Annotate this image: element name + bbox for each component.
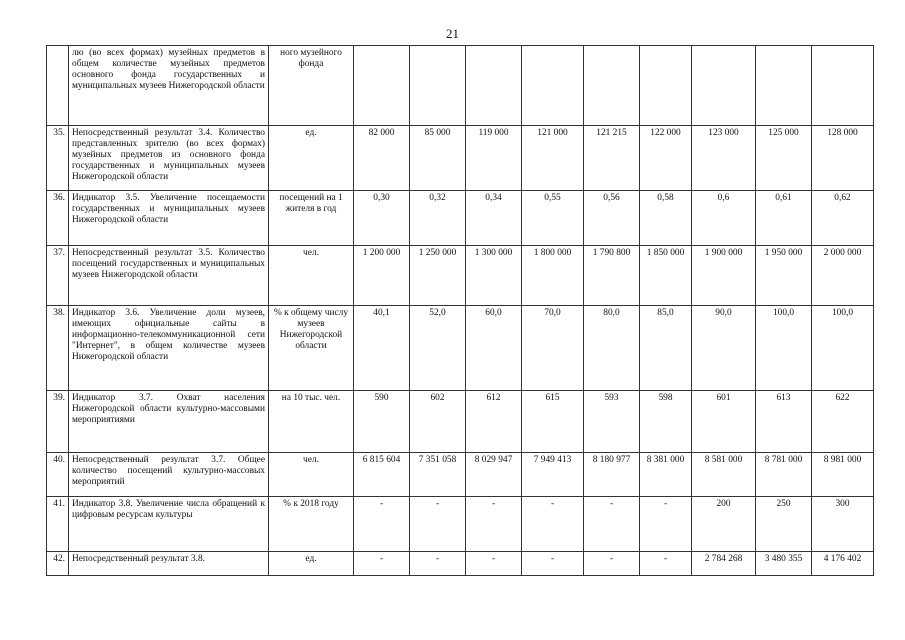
table-row	[47, 306, 874, 391]
row-description: Индикатор 3.8. Увеличение числа обращений к цифровым ресурсам культуры	[69, 497, 269, 552]
row-value: 598	[640, 391, 692, 453]
row-number: 37.	[47, 246, 69, 306]
row-value: 90,0	[692, 306, 756, 391]
row-value: 250	[756, 497, 812, 552]
row-value: 300	[812, 497, 874, 552]
row-value: -	[466, 497, 522, 552]
row-value: -	[584, 552, 640, 576]
row-unit: ед.	[269, 126, 354, 191]
row-unit: % к общему числу музеев Нижегородской области	[269, 306, 354, 391]
row-value: 0,61	[756, 191, 812, 246]
row-value: -	[410, 497, 466, 552]
row-description: лю (во всех формах) музейных предметов в общем количестве музейных предметов основного фонда государственных и муниципальных музеев Нижегородской области	[69, 46, 269, 126]
row-value: 200	[692, 497, 756, 552]
row-number: 40.	[47, 453, 69, 497]
row-value: 1 950 000	[756, 246, 812, 306]
row-number: 36.	[47, 191, 69, 246]
row-description: Индикатор 3.5. Увеличение посещаемости государственных и муниципальных музеев Нижегородской области	[69, 191, 269, 246]
table-row	[47, 497, 874, 552]
row-value: 8 180 977	[584, 453, 640, 497]
row-unit: ед.	[269, 552, 354, 576]
row-value: 52,0	[410, 306, 466, 391]
table-row	[47, 453, 874, 497]
row-unit: посещений на 1 жителя в год	[269, 191, 354, 246]
row-value: 100,0	[756, 306, 812, 391]
row-value: 0,6	[692, 191, 756, 246]
row-value: 8 581 000	[692, 453, 756, 497]
row-value: 590	[354, 391, 410, 453]
row-number: 35.	[47, 126, 69, 191]
row-value	[640, 46, 692, 126]
row-value: 80,0	[584, 306, 640, 391]
row-value: 593	[584, 391, 640, 453]
row-value: 601	[692, 391, 756, 453]
row-value: 8 381 000	[640, 453, 692, 497]
row-value	[756, 46, 812, 126]
row-value	[410, 46, 466, 126]
row-value: 1 850 000	[640, 246, 692, 306]
row-unit: ного музейного фонда	[269, 46, 354, 126]
row-value: 2 000 000	[812, 246, 874, 306]
row-value: 8 029 947	[466, 453, 522, 497]
row-value: -	[522, 552, 584, 576]
row-value: 0,30	[354, 191, 410, 246]
row-description: Индикатор 3.6. Увеличение доли музеев, имеющих официальные сайты в информационно-телекоммуникационной сети "Интернет", в общем количестве музеев Нижегородской области	[69, 306, 269, 391]
row-unit: чел.	[269, 246, 354, 306]
row-value: 85,0	[640, 306, 692, 391]
row-value: 121 215	[584, 126, 640, 191]
row-value	[812, 46, 874, 126]
row-value: -	[640, 497, 692, 552]
row-value: 0,34	[466, 191, 522, 246]
row-value: 4 176 402	[812, 552, 874, 576]
row-value: 0,32	[410, 191, 466, 246]
row-value	[692, 46, 756, 126]
row-description: Непосредственный результат 3.5. Количество посещений государственных и муниципальных музеев Нижегородской области	[69, 246, 269, 306]
row-number: 42.	[47, 552, 69, 576]
table-row	[47, 46, 874, 126]
row-value: 1 300 000	[466, 246, 522, 306]
row-value: 613	[756, 391, 812, 453]
row-unit: % к 2018 году	[269, 497, 354, 552]
row-description: Индикатор 3.7. Охват населения Нижегородской области культурно-массовыми мероприятиями	[69, 391, 269, 453]
row-description: Непосредственный результат 3.4. Количество представленных зрителю (во всех формах) музейных предметов из основного фонда государственных и муниципальных музеев Нижегородской области	[69, 126, 269, 191]
table-row	[47, 126, 874, 191]
row-value: 1 200 000	[354, 246, 410, 306]
row-value: 2 784 268	[692, 552, 756, 576]
row-value	[466, 46, 522, 126]
row-value: 100,0	[812, 306, 874, 391]
table-row	[47, 191, 874, 246]
row-description: Непосредственный результат 3.8.	[69, 552, 269, 576]
row-value: -	[410, 552, 466, 576]
row-value: -	[354, 552, 410, 576]
row-value	[584, 46, 640, 126]
row-value: 123 000	[692, 126, 756, 191]
row-number: 41.	[47, 497, 69, 552]
row-value: 1 250 000	[410, 246, 466, 306]
row-value: 119 000	[466, 126, 522, 191]
row-value: 121 000	[522, 126, 584, 191]
row-number: 38.	[47, 306, 69, 391]
row-value: -	[584, 497, 640, 552]
row-value: -	[522, 497, 584, 552]
row-value: 8 981 000	[812, 453, 874, 497]
row-value: -	[466, 552, 522, 576]
row-value: 0,56	[584, 191, 640, 246]
row-value: 125 000	[756, 126, 812, 191]
row-value: 70,0	[522, 306, 584, 391]
row-number	[47, 46, 69, 126]
row-unit: на 10 тыс. чел.	[269, 391, 354, 453]
row-value: 85 000	[410, 126, 466, 191]
row-value: -	[354, 497, 410, 552]
row-value: 0,62	[812, 191, 874, 246]
row-value: 82 000	[354, 126, 410, 191]
row-number: 39.	[47, 391, 69, 453]
row-value: 7 351 058	[410, 453, 466, 497]
table-row	[47, 552, 874, 576]
row-value: 0,58	[640, 191, 692, 246]
row-value: 615	[522, 391, 584, 453]
row-value: 0,55	[522, 191, 584, 246]
row-value: 128 000	[812, 126, 874, 191]
row-value: 602	[410, 391, 466, 453]
row-unit: чел.	[269, 453, 354, 497]
row-value: 612	[466, 391, 522, 453]
row-value: 60,0	[466, 306, 522, 391]
row-value: 1 790 800	[584, 246, 640, 306]
indicator-table	[46, 45, 874, 576]
table-row	[47, 246, 874, 306]
row-description: Непосредственный результат 3.7. Общее количество посещений культурно-массовых мероприятий	[69, 453, 269, 497]
row-value: 1 800 000	[522, 246, 584, 306]
row-value: 122 000	[640, 126, 692, 191]
row-value	[354, 46, 410, 126]
row-value: 40,1	[354, 306, 410, 391]
table-row	[47, 391, 874, 453]
row-value: -	[640, 552, 692, 576]
row-value: 3 480 355	[756, 552, 812, 576]
row-value: 6 815 604	[354, 453, 410, 497]
row-value: 622	[812, 391, 874, 453]
row-value: 8 781 000	[756, 453, 812, 497]
page-number: 21	[446, 26, 459, 41]
row-value: 1 900 000	[692, 246, 756, 306]
row-value	[522, 46, 584, 126]
row-value: 7 949 413	[522, 453, 584, 497]
